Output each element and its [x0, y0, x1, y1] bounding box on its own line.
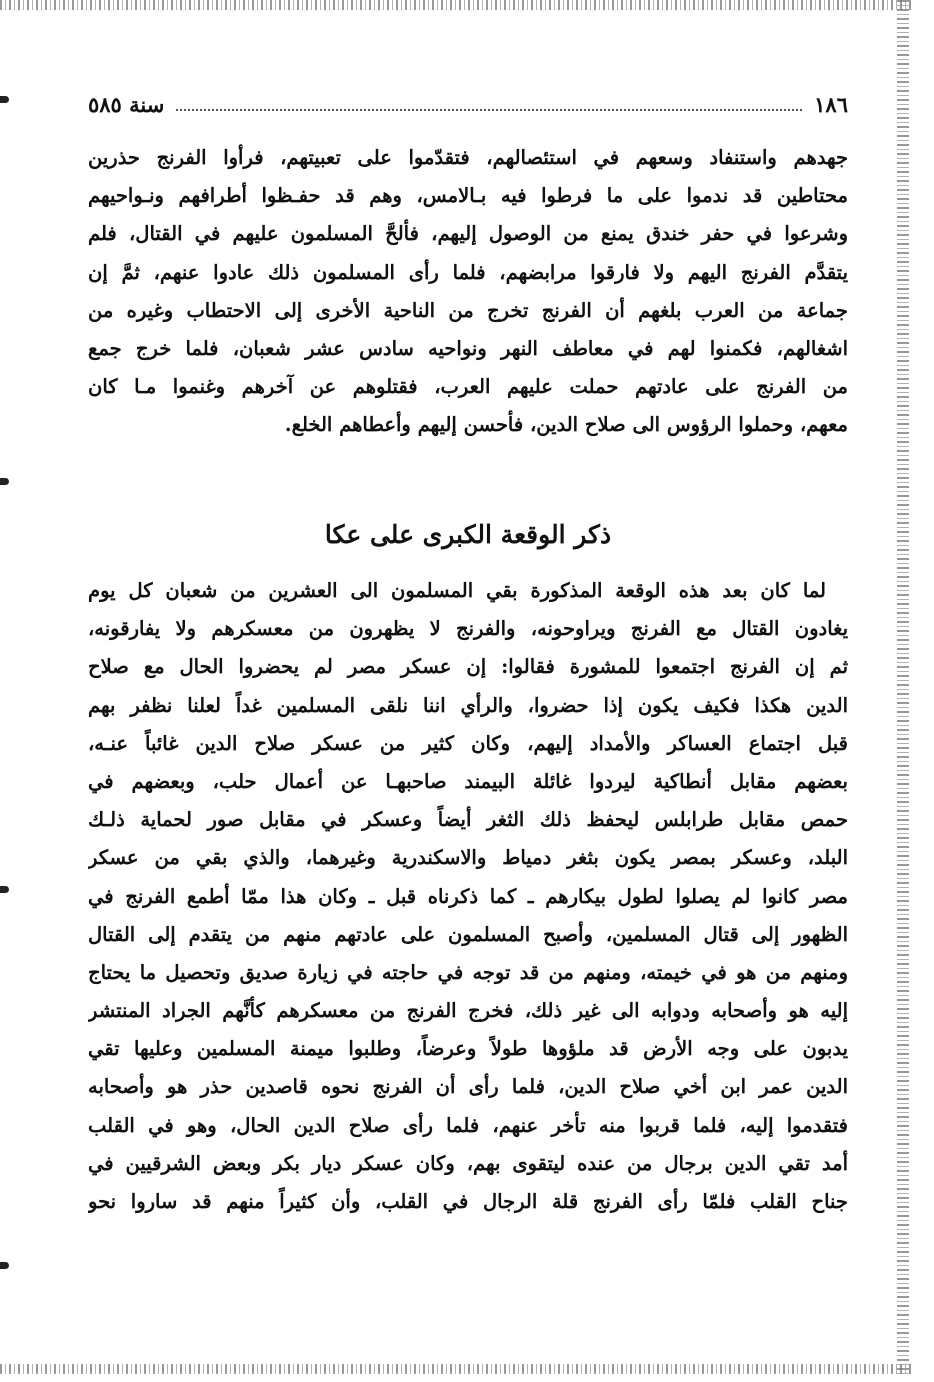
- text-line: جناح القلب فلمّا رأى الفرنج قلة الرجال في القلب، وأن كثيراً منهم قد ساروا نحو: [88, 1190, 848, 1213]
- text-line: ثم إن الفرنج اجتمعوا للمشورة فقالوا: إن عسكر مصر لم يحضروا الحال مع صلاح: [88, 655, 848, 679]
- text-line: مصر كانوا لم يصلوا لطول بيكارهم ـ كما ذكرناه قبل ـ وكان هذا ممّا أطمع الفرنج في: [88, 884, 848, 908]
- running-head-year: سنة ٥٨٥: [88, 91, 165, 117]
- right-ornamental-border: [897, 0, 909, 1374]
- text-line: يدبون على وجه الأرض قد ملؤوها طولاً وعرضاً، وطلبوا ميمنة المسلمين وعليها تقي: [88, 1037, 848, 1061]
- header-dotted-rule: [176, 109, 802, 111]
- text-line: بعضهم مقابل أنطاكية ليردوا غائلة البيمند صاحبهـا عن أعمال حلب، وبعضهم في: [88, 769, 848, 793]
- text-line: من الفرنج على عادتهم حملت عليهم العرب، فقتلوهم عن آخرهم وغنموا مـا كان: [88, 375, 848, 399]
- text-line: الظهور إلى قتال المسلمين، وأصبح المسلمون على عادتهم منهم من يتقدم إلى القتال: [88, 922, 848, 946]
- text-line: معهم، وحملوا الرؤوس الى صلاح الدين، فأحسن إليهم وأعطاهم الخلع.: [284, 413, 848, 437]
- margin-mark: [0, 478, 9, 485]
- text-line: جهدهم واستنفاد وسعهم في استئصالهم، فتقدّموا على تعبيتهم، فرأوا الفرنج حذرين: [88, 146, 848, 169]
- text-line: حمص مقابل طرابلس ليحفظ ذلك الثغر أيضاً وعسكر في مقابل صور لحماية ذلـك: [88, 808, 848, 832]
- top-ornamental-border: [0, 0, 912, 10]
- paragraph-2: [88, 572, 848, 1221]
- text-line: قبل اجتماع العساكر والأمداد إليهم، وكان كثير من عسكر صلاح الدين غائباً عنـه،: [88, 731, 848, 755]
- text-line: الدين عمر ابن أخي صلاح الدين، فلما رأى أن الفرنج نحوه قاصدين حذر هو وأصحابه: [88, 1075, 848, 1099]
- bottom-ornamental-border: [0, 1364, 912, 1374]
- text-line: فتقدموا إليه، فلما قربوا منه تأخر عنهم، فلما رأى صلاح الدين الحال، وهو في القلب: [88, 1113, 848, 1137]
- margin-mark: [0, 886, 9, 893]
- text-line: جماعة من العرب بلغهم أن الفرنج تخرج من الناحية الأخرى إلى الاحتطاب وغيره من: [88, 298, 848, 322]
- text-line: اشغالهم، فكمنوا لهم في معاطف النهر ونواحيه سادس عشر شعبان، فلما خرج جمع: [88, 336, 848, 360]
- text-line: ومنهم من هو في خيمته، ومنهم من قد توجه في حاجته في زيارة صديق وتحصيل ما يحتاج: [88, 960, 848, 984]
- text-line: أمد تقي الدين برجال من عنده ليتقوى بهم، وكان عسكر ديار بكر وبعض الشرقيين في: [88, 1151, 848, 1175]
- text-line: وشرعوا في حفر خندق يمنع من الوصول إليهم، فألحَّ المسلمون عليهم في القتال، فلم: [88, 222, 848, 246]
- section-title: ذكر الوقعة الكبرى على عكا: [324, 520, 612, 549]
- text-line: إليه هو وأصحابه ودوابه الى غير ذلك، فخرج الفرنج من معسكرهم كأنَّهم الجراد المنتشر: [88, 999, 848, 1023]
- text-line: محتاطين قد ندموا على ما فرطوا فيه بـالامس، وهم قد حفـظوا أطرافهم ونـواحيهم: [88, 184, 848, 208]
- text-line: البلد، وعسكر بمصر يكون بثغر دمياط والاسكندرية وغيرهما، والذي بقي من عسكر: [88, 846, 848, 870]
- text-line: لما كان بعد هذه الوقعة المذكورة بقي المسلمون الى العشرين من شعبان كل يوم: [88, 579, 826, 602]
- text-line: يغادون القتال مع الفرنج ويراوحونه، والفرنج لا يظهرون من معسكرهم ولا يفارقونه،: [88, 617, 848, 641]
- text-line: يتقدَّم الفرنج اليهم ولا فارقوا مرابضهم، فلما رأى المسلمون ذلك عادوا عنهم، ثمَّ إن: [88, 260, 848, 284]
- margin-mark: [0, 1262, 9, 1269]
- margin-mark: [0, 96, 9, 103]
- paragraph-1: [88, 139, 848, 445]
- page-header: [88, 90, 848, 118]
- page-number: ١٨٦: [814, 91, 848, 117]
- text-line: الدين هكذا فكيف يكون إذا حضروا، والرأي اننا نلقى المسلمين غداً لعلنا نظفر بهم: [88, 693, 848, 717]
